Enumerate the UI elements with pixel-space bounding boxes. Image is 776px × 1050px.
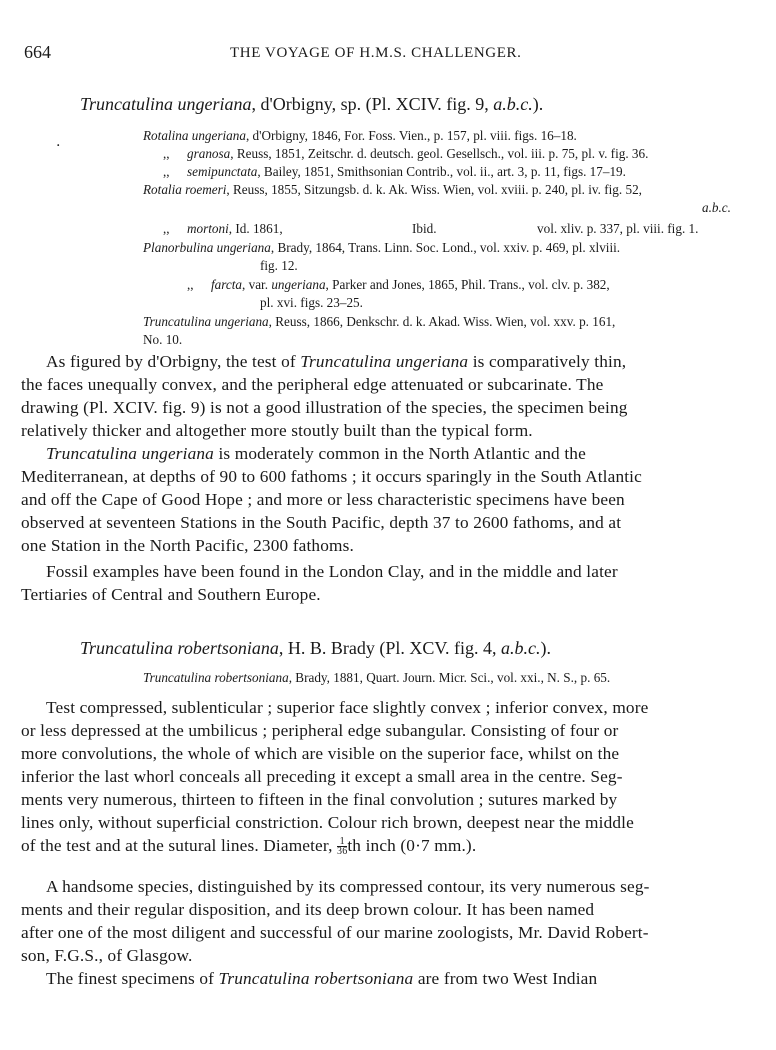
paragraph-line: lines only, without superficial constriction. Colour rich brown, deepest near the middle bbox=[21, 813, 634, 832]
paragraph-line: Fossil examples have been found in the London Clay, and in the middle and later bbox=[46, 562, 618, 581]
paragraph-line: Test compressed, sublenticular ; superior face slightly convex ; inferior convex, more bbox=[46, 698, 649, 717]
running-title: THE VOYAGE OF H.M.S. CHALLENGER. bbox=[230, 45, 522, 61]
paragraph-line: inferior the last whorl conceals all preceding it except a small area in the centre. Seg- bbox=[21, 767, 623, 786]
species1-name: Truncatulina ungeriana bbox=[80, 94, 252, 114]
paragraph-line: ments very numerous, thirteen to fifteen in the final convolution ; sutures marked by bbox=[21, 790, 618, 809]
synonymy-entry: Planorbulina ungeriana, Brady, 1864, Trans. Linn. Soc. Lond., vol. xxiv. p. 469, pl. xlviii. bbox=[143, 240, 621, 255]
synonymy-volume: vol. xliv. p. 337, pl. viii. fig. 1. bbox=[537, 221, 699, 236]
paragraph-line: after one of the most diligent and successful of our marine zoologists, Mr. David Robert- bbox=[21, 923, 649, 942]
synonymy-entry: fig. 12. bbox=[260, 258, 298, 273]
paragraph-line: son, F.G.S., of Glasgow. bbox=[21, 946, 193, 965]
synonymy-entry: a.b.c. bbox=[702, 200, 731, 215]
paragraph-line: the faces unequally convex, and the peripheral edge attenuated or subcarinate. The bbox=[21, 375, 604, 394]
paragraph-line: and off the Cape of Good Hope ; and more or less characteristic specimens have been bbox=[21, 490, 625, 509]
synonymy-entry: Rotalia roemeri, Reuss, 1855, Sitzungsb. d. k. Ak. Wiss. Wien, vol. xviii. p. 240, pl. iv. fig. 52, bbox=[143, 182, 642, 197]
synonymy-entry: No. 10. bbox=[143, 332, 183, 347]
paragraph-line: Mediterranean, at depths of 90 to 600 fathoms ; it occurs sparingly in the South Atlantic bbox=[21, 467, 642, 486]
synonymy-entry: ,, granosa, Reuss, 1851, Zeitschr. d. deutsch. geol. Gesellsch., vol. iii. p. 75, pl. v. fig. 36. bbox=[163, 146, 649, 161]
paragraph-line: drawing (Pl. XCIV. fig. 9) is not a good illustration of the species, the specimen being bbox=[21, 398, 628, 417]
paragraph-line: A handsome species, distinguished by its compressed contour, its very numerous seg- bbox=[46, 877, 650, 896]
paragraph-line: ments and their regular disposition, and its deep brown colour. It has been named bbox=[21, 900, 595, 919]
paragraph-line: or less depressed at the umbilicus ; peripheral edge subangular. Consisting of four or bbox=[21, 721, 619, 740]
synonymy-entry: ,, farcta, var. ungeriana, Parker and Jones, 1865, Phil. Trans., vol. clv. p. 382, bbox=[187, 277, 610, 292]
synonymy-ibid: Ibid. bbox=[412, 221, 437, 236]
paragraph-line: As figured by d'Orbigny, the test of Truncatulina ungeriana is comparatively thin, bbox=[46, 352, 627, 371]
paragraph-line: The finest specimens of Truncatulina robertsoniana are from two West Indian bbox=[46, 969, 598, 988]
paragraph-line: of the test and at the sutural lines. Diameter, $\frac{1}{36}$ th inch (0·7 mm.). bbox=[21, 836, 477, 857]
species1-heading: Truncatulina ungeriana, d'Orbigny, sp. (Pl. XCIV. fig. 9, a.b.c.). bbox=[80, 94, 544, 114]
paragraph-line: one Station in the North Pacific, 2300 fathoms. bbox=[21, 536, 354, 555]
margin-mark: . bbox=[56, 134, 61, 150]
paragraph-line: Truncatulina ungeriana is moderately common in the North Atlantic and the bbox=[46, 444, 586, 463]
species2-heading: Truncatulina robertsoniana, H. B. Brady (Pl. XCV. fig. 4, a.b.c.). bbox=[80, 638, 552, 658]
paragraph-line: Tertiaries of Central and Southern Europe. bbox=[21, 585, 321, 604]
page-number: 664 bbox=[24, 42, 51, 62]
synonymy-entry: pl. xvi. figs. 23–25. bbox=[260, 295, 363, 310]
synonymy-entry: ,, mortoni, Id. 1861, bbox=[163, 221, 283, 236]
fraction: $\frac{1}{36}$ bbox=[337, 836, 348, 857]
paragraph-line: observed at seventeen Stations in the South Pacific, depth 37 to 2600 fathoms, and at bbox=[21, 513, 622, 532]
paragraph-line: relatively thicker and altogether more stoutly built than the typical form. bbox=[21, 421, 533, 440]
species2-name: Truncatulina robertsoniana bbox=[80, 638, 279, 658]
paragraph-line: more convolutions, the whole of which are visible on the superior face, whilst on the bbox=[21, 744, 620, 763]
synonymy-entry: Truncatulina robertsoniana, Brady, 1881, Quart. Journ. Micr. Sci., vol. xxi., N. S., p. 65. bbox=[143, 670, 611, 685]
synonymy-entry: ,, semipunctata, Bailey, 1851, Smithsonian Contrib., vol. ii., art. 3, p. 11, figs. 17–19. bbox=[163, 164, 626, 179]
synonymy-entry: Rotalina ungeriana, d'Orbigny, 1846, For. Foss. Vien., p. 157, pl. viii. figs. 16–18. bbox=[143, 128, 577, 143]
synonymy-entry: Truncatulina ungeriana, Reuss, 1866, Denkschr. d. k. Akad. Wiss. Wien, vol. xxv. p. 161, bbox=[143, 314, 616, 329]
